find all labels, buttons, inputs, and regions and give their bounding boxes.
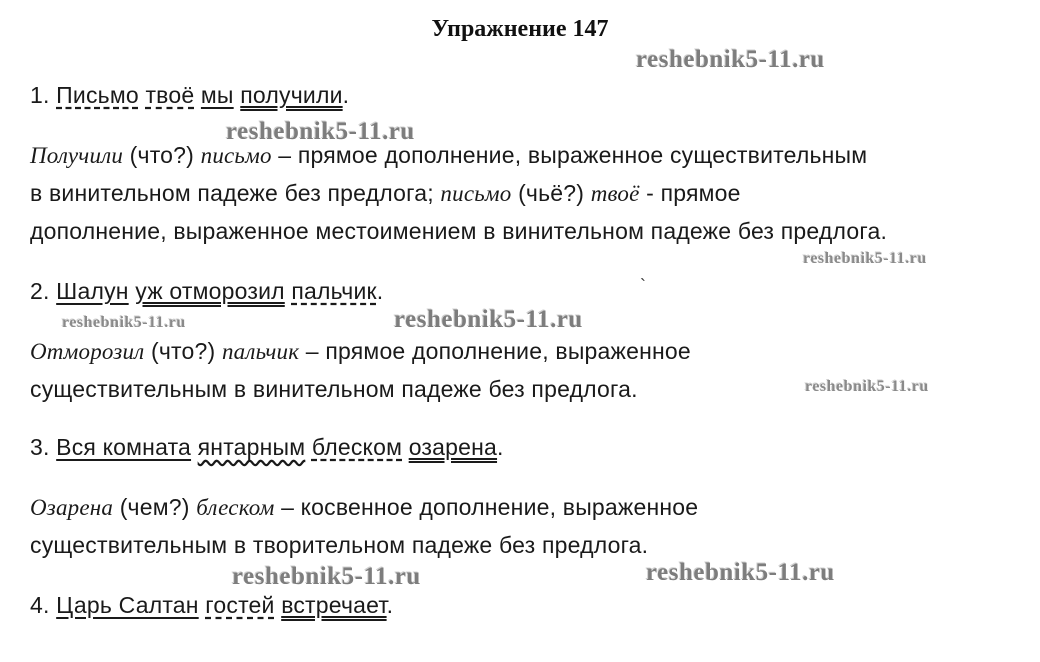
watermark: reshebnik5-11.ru (803, 250, 927, 267)
text-fragment: – прямое дополнение, выраженное существительным (271, 142, 868, 168)
space (402, 434, 409, 460)
sentence-2 (30, 276, 383, 306)
watermark: reshebnik5-11.ru (636, 46, 825, 73)
text-fragment: (чем?) (113, 494, 197, 520)
punctuation: . (342, 82, 350, 108)
word-subject: мы (200, 82, 234, 108)
watermark: reshebnik5-11.ru (805, 378, 929, 395)
word-object: пальчик (291, 278, 377, 304)
watermark: reshebnik5-11.ru (646, 559, 835, 586)
italic-word: пальчик (221, 339, 300, 364)
italic-word: Получили (30, 143, 124, 168)
word-attribute: твоё (145, 82, 195, 108)
text-fragment: в винительном падеже без предлога; (30, 180, 441, 206)
word-predicate: уж отморозил (135, 278, 285, 304)
explanation-1-line-3 (30, 216, 887, 246)
word-object: блеском (311, 434, 403, 460)
explanation-2-line-1 (30, 336, 691, 367)
text-fragment: – прямое дополнение, выраженное (299, 338, 691, 364)
exercise-title: Упражнение 147 (431, 16, 609, 42)
text-fragment: существительным в творительном падеже без предлога. (30, 532, 649, 558)
word-predicate: получили (240, 82, 343, 108)
sentence-number: 4. (30, 592, 57, 618)
text-fragment: - прямое (639, 180, 741, 206)
watermark: reshebnik5-11.ru (62, 314, 186, 331)
word-subject: Царь Салтан (56, 592, 199, 618)
watermark: reshebnik5-11.ru (232, 563, 421, 590)
italic-word: Отморозил (30, 339, 145, 364)
text-fragment: (чьё?) (511, 180, 591, 206)
text-fragment: (что?) (144, 338, 222, 364)
italic-word: блеском (196, 495, 275, 520)
sentence-3 (30, 432, 504, 462)
text-fragment: (что?) (123, 142, 201, 168)
watermark: reshebnik5-11.ru (394, 306, 583, 333)
text-fragment: – косвенное дополнение, выраженное (274, 494, 699, 520)
text-fragment: существительным в винительном падеже без предлога. (30, 376, 638, 402)
sentence-4 (30, 590, 393, 620)
sentence-number: 1. (30, 82, 57, 108)
stray-mark: ` (640, 276, 646, 296)
punctuation: . (386, 592, 394, 618)
word-predicate: встречает (281, 592, 387, 618)
word-subject: Шалун (56, 278, 129, 304)
italic-word: письмо (200, 143, 272, 168)
word-object: Письмо (56, 82, 139, 108)
explanation-2-line-2 (30, 374, 638, 404)
explanation-1-line-1 (30, 140, 867, 171)
sentence-1 (30, 80, 349, 110)
text-fragment: дополнение, выраженное местоимением в винительном падеже без предлога. (30, 218, 888, 244)
punctuation: . (376, 278, 384, 304)
punctuation: . (497, 434, 504, 460)
word-subject: Вся комната (56, 434, 192, 460)
italic-word: письмо (440, 181, 512, 206)
space (305, 434, 312, 460)
word-object: гостей (205, 592, 275, 618)
word-attribute: янтарным (197, 434, 306, 460)
italic-word: Озарена (30, 495, 114, 520)
sentence-number: 2. (30, 278, 57, 304)
space (191, 434, 198, 460)
explanation-1-line-2 (30, 178, 741, 209)
word-predicate: озарена (408, 434, 498, 460)
italic-word: твоё (590, 181, 640, 206)
sentence-number: 3. (30, 434, 57, 460)
explanation-3-line-1 (30, 492, 698, 523)
watermark: reshebnik5-11.ru (226, 118, 415, 145)
explanation-3-line-2 (30, 530, 648, 560)
